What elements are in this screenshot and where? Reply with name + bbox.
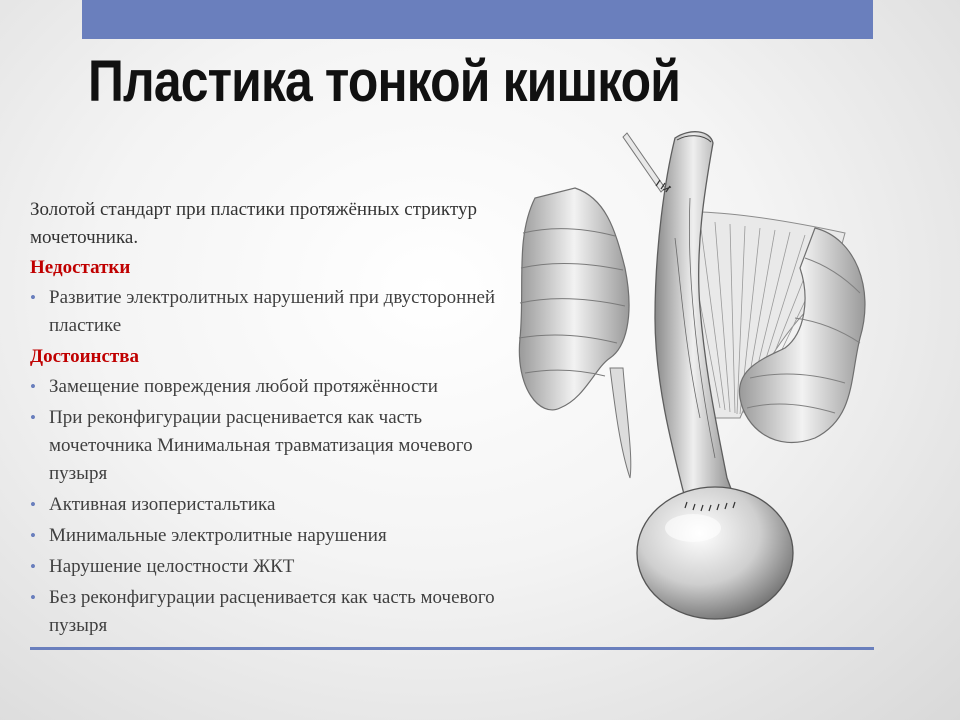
appendix — [610, 368, 631, 478]
advantage-item: • Нарушение целостности ЖКТ — [30, 553, 500, 581]
bottom-divider-line — [30, 647, 874, 650]
disadvantages-heading: Недостатки — [30, 257, 131, 278]
advantage-item: • Минимальные электролитные нарушения — [30, 522, 500, 550]
advantage-item: • Активная изоперистальтика — [30, 491, 500, 519]
top-accent-bar — [82, 0, 873, 39]
intro-text: Золотой стандарт при пластики протяжённых стриктур мочеточника. — [30, 199, 477, 248]
disadvantages-list — [30, 284, 500, 340]
advantage-item: • Замещение повреждения любой протяжённости — [30, 373, 500, 401]
advantages-list — [30, 373, 500, 640]
advantage-item: • При реконфигурации расценивается как часть мочеточника Минимальная травматизация мочевого пузыря — [30, 404, 500, 488]
disadvantage-item: • Развитие электролитных нарушений при двусторонней пластике — [30, 284, 500, 340]
advantage-item: • Без реконфигурации расценивается как часть мочевого пузыря — [30, 584, 500, 640]
anatomical-illustration — [515, 118, 875, 623]
ureter — [623, 133, 665, 192]
advantages-heading: Достоинства — [30, 346, 140, 367]
slide-content — [30, 196, 500, 643]
slide-title: Пластика тонкой кишкой — [88, 49, 681, 114]
bladder — [637, 487, 793, 619]
